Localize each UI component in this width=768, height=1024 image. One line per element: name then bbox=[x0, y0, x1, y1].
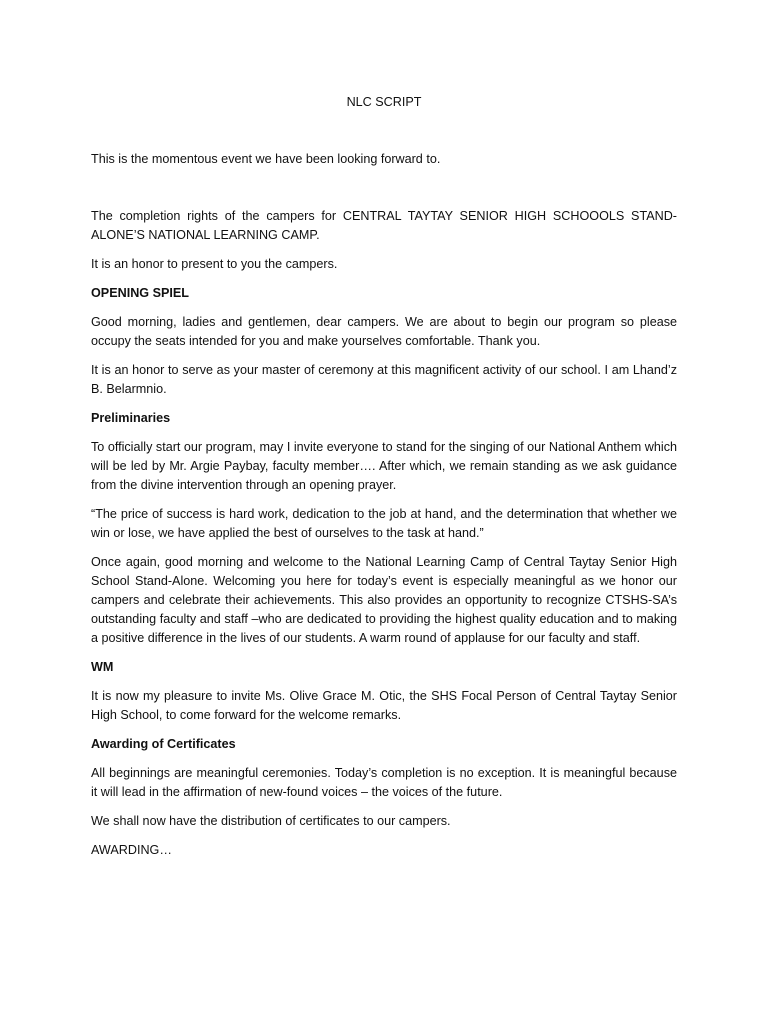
wm-heading: WM bbox=[91, 660, 114, 674]
document-body bbox=[91, 93, 677, 870]
awarding-paragraph-2: We shall now have the distribution of certificates to our campers. bbox=[91, 814, 451, 828]
document-title: NLC SCRIPT bbox=[346, 95, 422, 109]
quote-paragraph: “The price of success is hard work, dedication to the job at hand, and the determination that whether we win or lose, we have applied the best of ourselves to the task at hand.” bbox=[91, 507, 677, 540]
opening-spiel-paragraph-1: Good morning, ladies and gentlemen, dear campers. We are about to begin our program so please occupy the seats intended for you and make yourselves comfortable. Thank you. bbox=[91, 315, 677, 348]
intro-paragraph: This is the momentous event we have been looking forward to. bbox=[91, 152, 441, 166]
awarding-paragraph-1: All beginnings are meaningful ceremonies. Today’s completion is no exception. It is meaningful because it will lead in the affirmation of new-found voices – the voices of the future. bbox=[91, 766, 677, 799]
awarding-heading: Awarding of Certificates bbox=[91, 737, 236, 751]
wm-paragraph: It is now my pleasure to invite Ms. Olive Grace M. Otic, the SHS Focal Person of Central Taytay Senior High School, to come forward for the welcome remarks. bbox=[91, 689, 677, 722]
completion-paragraph: The completion rights of the campers for CENTRAL TAYTAY SENIOR HIGH SCHOOOLS STAND-ALONE’S NATIONAL LEARNING CAMP. bbox=[91, 209, 677, 242]
honor-present-paragraph: It is an honor to present to you the campers. bbox=[91, 257, 338, 271]
opening-spiel-heading: OPENING SPIEL bbox=[91, 286, 189, 300]
preliminaries-heading: Preliminaries bbox=[91, 411, 171, 425]
preliminaries-paragraph: To officially start our program, may I invite everyone to stand for the singing of our National Anthem which will be led by Mr. Argie Paybay, faculty member…. After which, we remain standing as we ask guidance from the divine intervention through an opening prayer. bbox=[91, 440, 677, 492]
welcome-paragraph: Once again, good morning and welcome to the National Learning Camp of Central Taytay Senior High School Stand-Alone. Welcoming you here for today’s event is especially meaningful as we honor our campers and celebrate their achievements. This also provides an opportunity to recognize CTSHS-SA’s outstanding faculty and staff –who are dedicated to providing the highest quality education and to making a positive difference in the lives of our students. A warm round of applause for our faculty and staff. bbox=[91, 555, 677, 645]
opening-spiel-paragraph-2: It is an honor to serve as your master of ceremony at this magnificent activity of our school. I am Lhand’z B. Belarmnio. bbox=[91, 363, 677, 396]
awarding-paragraph-3: AWARDING… bbox=[91, 843, 172, 857]
